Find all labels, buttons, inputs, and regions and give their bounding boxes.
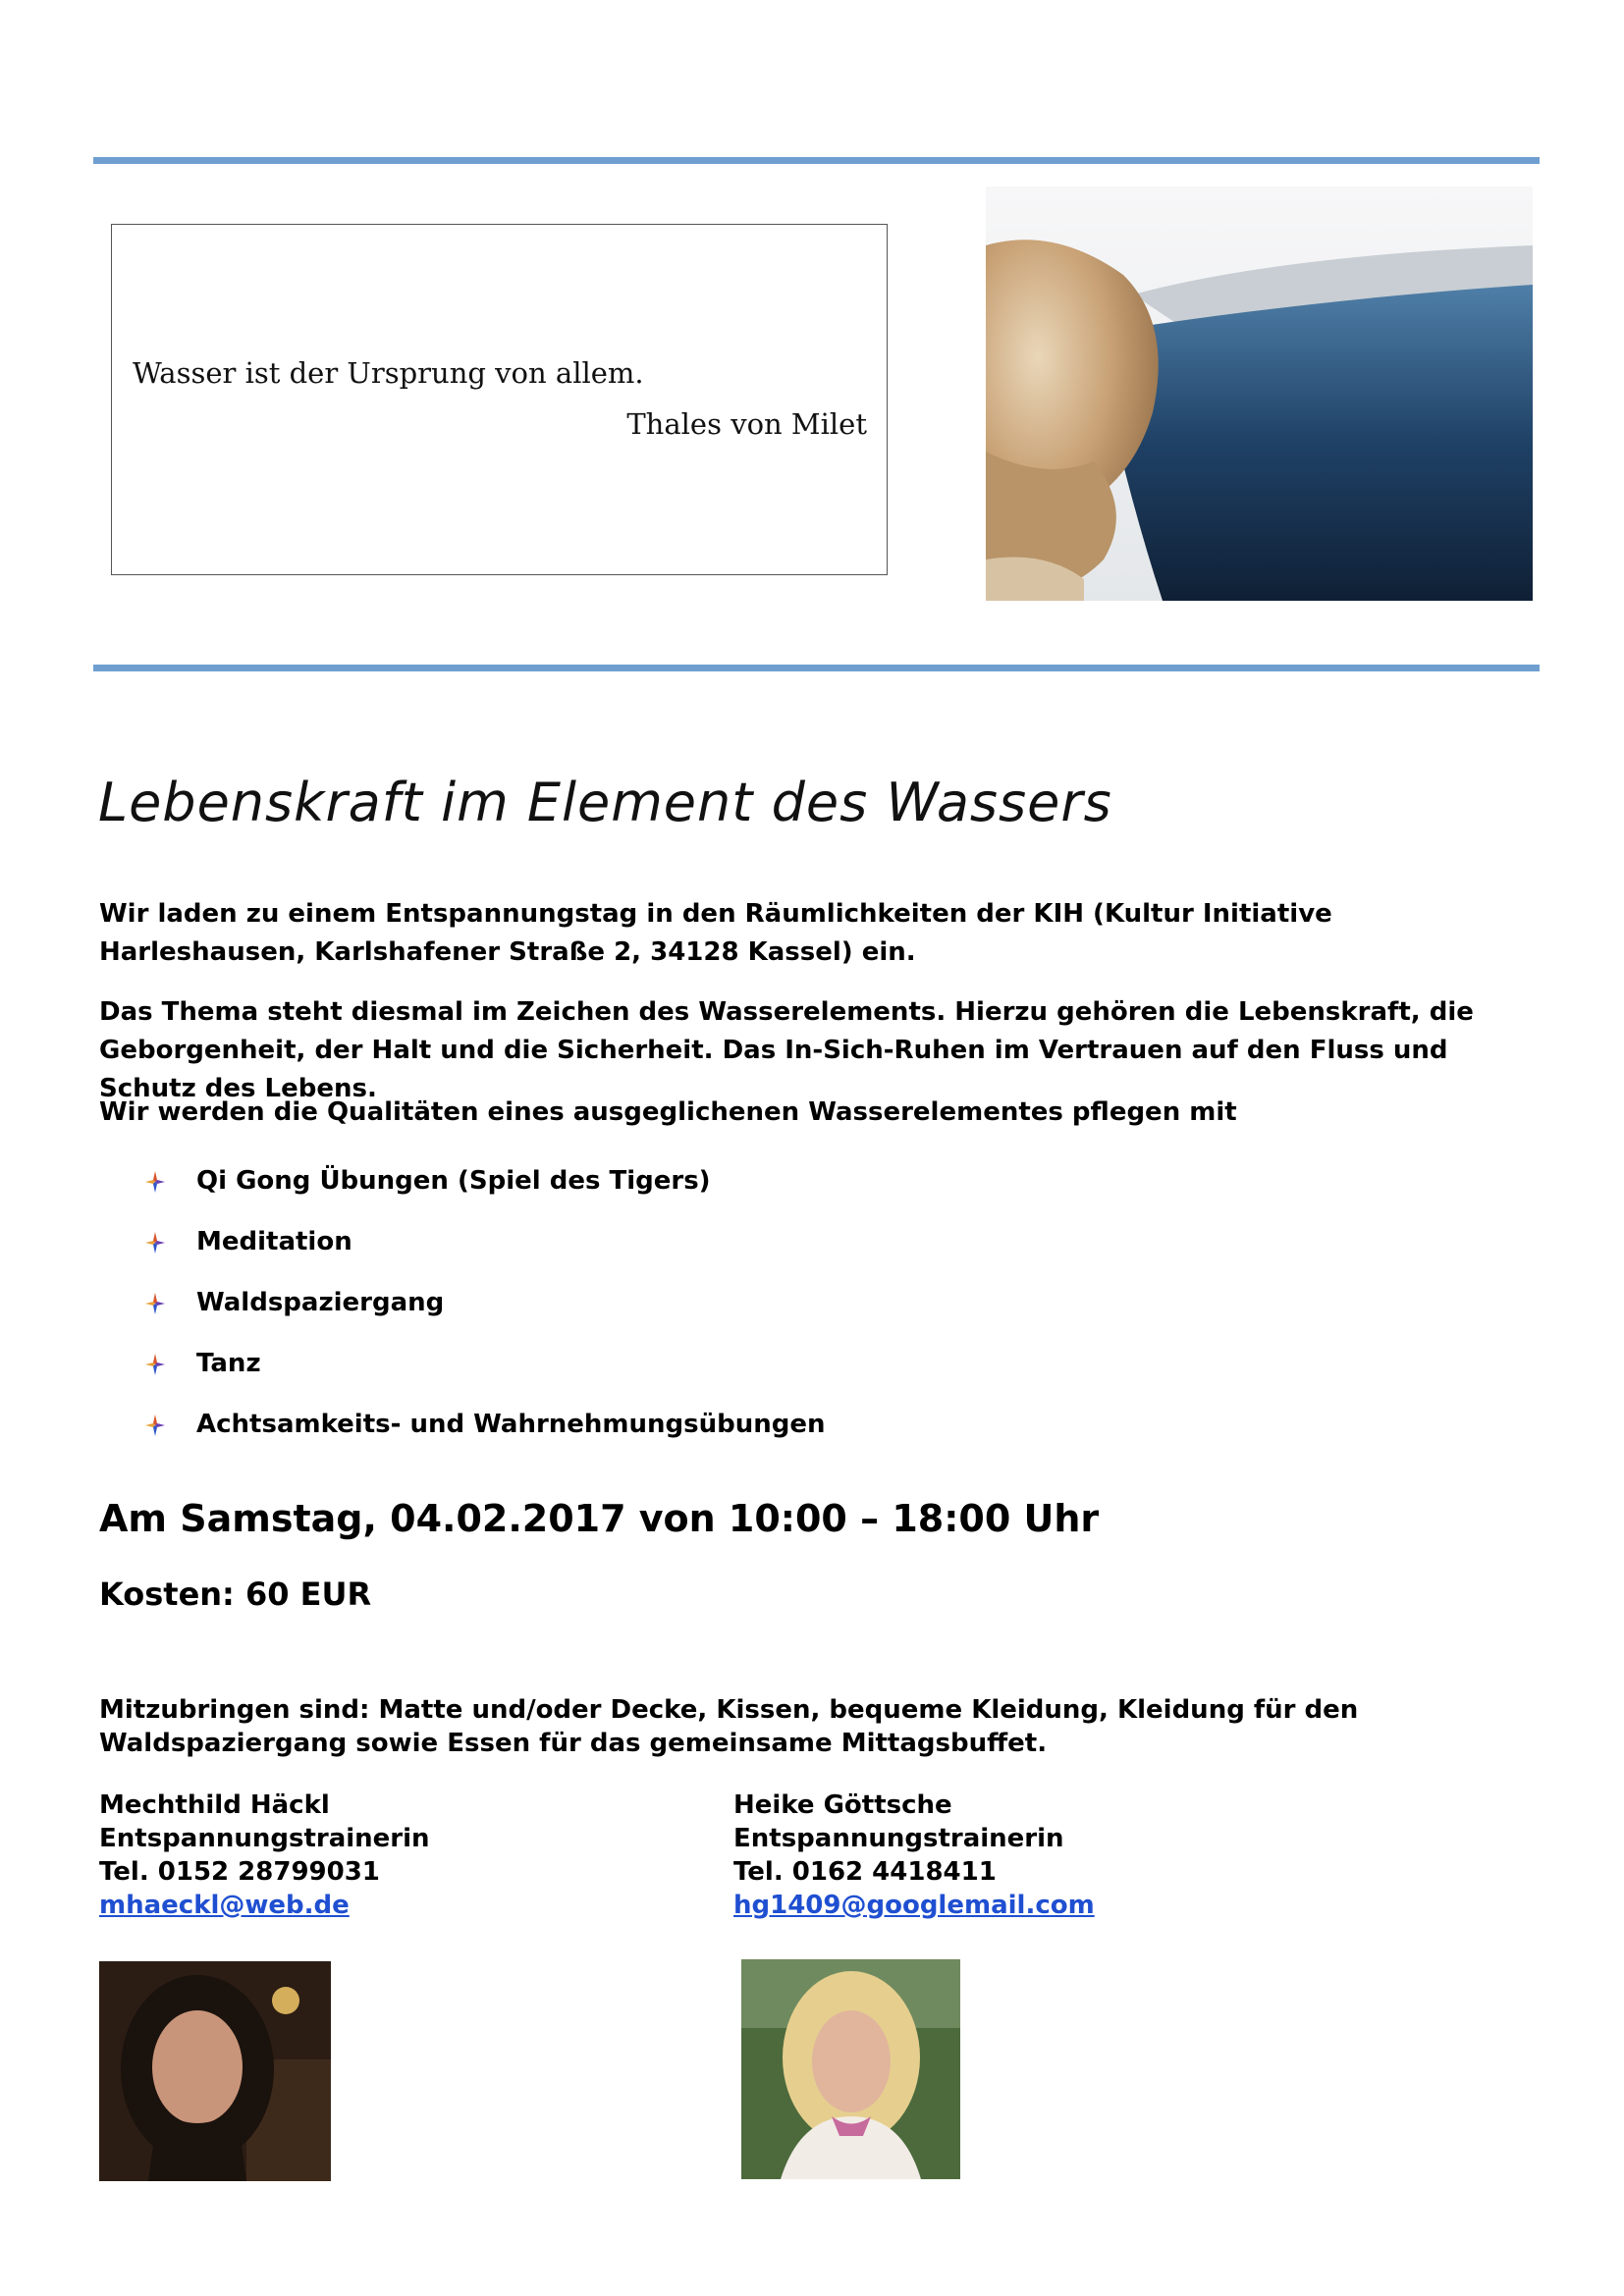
list-item-label: Waldspaziergang [196,1288,445,1317]
portrait-photo [99,1961,331,2181]
list-item-label: Meditation [196,1227,352,1256]
contact-name: Mechthild Häckl [99,1790,330,1820]
list-item-label: Qi Gong Übungen (Spiel des Tigers) [196,1166,711,1196]
contact-email-link[interactable]: hg1409@googlemail.com [733,1891,1095,1920]
contact-email-link[interactable]: mhaeckl@web.de [99,1891,350,1920]
river-photo [986,187,1533,601]
list-item [145,1150,826,1211]
bullet-arrow-icon [145,1353,165,1374]
portrait-photo [741,1959,960,2179]
list-item-label: Achtsamkeits- und Wahrnehmungsübungen [196,1410,826,1439]
bullet-arrow-icon [145,1414,165,1435]
quote-text: Wasser ist der Ursprung von allem. [133,356,644,390]
activities-intro: Wir werden die Qualitäten eines ausgeglichenen Wasserelementes pflegen mit [99,1097,1237,1127]
contact-name: Heike Göttsche [733,1790,952,1820]
list-item [145,1394,826,1455]
list-item [145,1211,826,1272]
contact-card [733,1789,1095,1922]
contact-phone: Tel. 0152 28799031 [99,1857,380,1887]
event-date: Am Samstag, 04.02.2017 von 10:00 – 18:00 Uhr [99,1497,1100,1540]
contact-phone: Tel. 0162 4418411 [733,1857,997,1887]
event-cost: Kosten: 60 EUR [99,1575,372,1613]
list-item-label: Tanz [196,1349,261,1378]
intro-paragraph: Wir laden zu einem Entspannungstag in den Räumlichkeiten der KIH (Kultur Initiative Harleshausen, Karlshafener Straße 2, 34128 Kassel) ein. [99,899,1332,967]
bring-along-paragraph: Mitzubringen sind: Matte und/oder Decke, Kissen, bequeme Kleidung, Kleidung für den Waldspaziergang sowie Essen für das gemeinsame Mittagsbuffet. [99,1695,1359,1758]
list-item [145,1272,826,1333]
theme-paragraph: Das Thema steht diesmal im Zeichen des Wasserelements. Hierzu gehören die Lebenskraft, die Geborgenheit, der Halt und die Sicherheit. Das In-Sich-Ruhen im Vertrauen auf den Fluss und Schutz des Lebens. [99,997,1474,1103]
contact-card [99,1789,430,1922]
quote-author: Thales von Milet [626,407,867,441]
page-title: Lebenskraft im Element des Wassers [98,772,1112,834]
top-divider [93,157,1540,164]
quote-box [111,224,888,575]
bullet-arrow-icon [145,1292,165,1313]
bullet-arrow-icon [145,1170,165,1192]
list-item [145,1333,826,1394]
contact-role: Entspannungstrainerin [733,1824,1064,1853]
activity-list [145,1150,826,1455]
bottom-divider [93,665,1540,671]
bullet-arrow-icon [145,1231,165,1253]
contact-role: Entspannungstrainerin [99,1824,430,1853]
